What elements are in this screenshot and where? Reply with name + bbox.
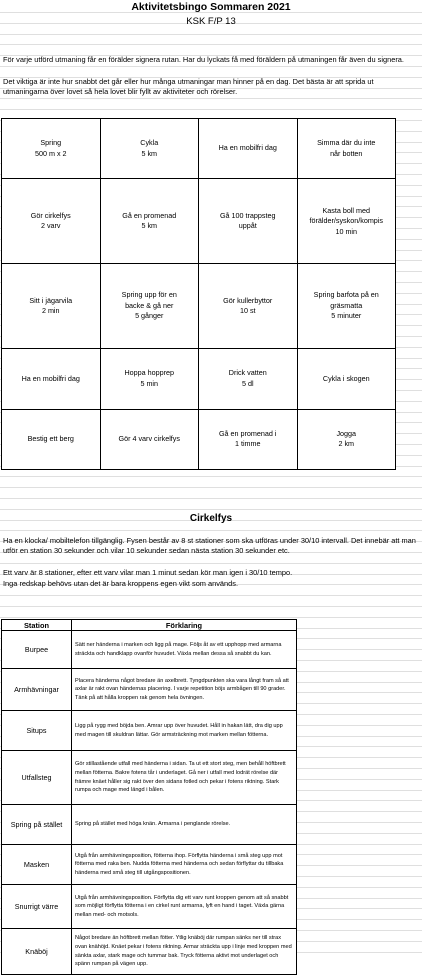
gridline bbox=[0, 34, 422, 35]
gridline bbox=[0, 595, 422, 596]
bingo-cell: Ha en mobilfri dag bbox=[199, 119, 298, 179]
bingo-cell: Bestig ett berg bbox=[2, 409, 101, 469]
bingo-cell: Gör 4 varv cirkelfys bbox=[100, 409, 199, 469]
exercise-row bbox=[2, 631, 297, 669]
bingo-cell: Simma där du inte når botten bbox=[297, 119, 396, 179]
station-name: Burpee bbox=[2, 631, 72, 669]
station-description: Placera händerna något bredare än axelbrett. Tyngdpunkten ska vara långt fram så att axlar är rakt ovan händernas placering. I varje repetition böjs armbågen till 90 grader. Tänk på att hålla kroppen rak genom hela övningen. bbox=[72, 669, 297, 711]
exercise-row bbox=[2, 805, 297, 845]
exercise-table bbox=[1, 619, 297, 975]
station-description: Utgå från armhävningsposition, fötterna ihop. Förflytta händerna i små steg upp mot fötterna med raka ben. Nudda fötterna med händerna och sedan förflyttar du tillbaka händerna med små steg till utgångspositionen. bbox=[72, 845, 297, 885]
station-name: Snurrigt värre bbox=[2, 885, 72, 929]
station-description: Något bredare än höftbrett mellan fötter. Ytlig knäböj där rumpan sänks ner till strax ovan knähöjd. Knäet pekar i fotens riktning. Armar sträckta upp i linje med kroppen med sänkta axlar, stark mage och tummar bak. Tryck fötterna aktivt mot underlaget och spänn rumpan på vägen upp. bbox=[72, 929, 297, 975]
gridline bbox=[0, 509, 422, 510]
station-description: Spring på stället med höga knän. Armarna i penglande rörelse. bbox=[72, 805, 297, 845]
station-name: Knäböj bbox=[2, 929, 72, 975]
exercise-row bbox=[2, 929, 297, 975]
bingo-cell: Kasta boll med förälder/syskon/kompis 10 min bbox=[297, 179, 396, 264]
cirkelfys-paragraph-1: Ha en klocka/ mobiltelefon tillgänglig. Fysen består av 8 st stationer som ska utföras under 30/10 intervall. Det innebär att man utför en station 30 sekunder och vilar 10 sekunder sedan nästa station 30 sekunder etc. bbox=[3, 536, 416, 556]
page-title: Aktivitetsbingo Sommaren 2021 bbox=[131, 1, 291, 13]
exercise-row bbox=[2, 751, 297, 805]
bingo-cell: Spring upp för en backe & gå ner 5 gånger bbox=[100, 264, 199, 349]
station-column-header: Station bbox=[2, 620, 72, 631]
bingo-cell: Jogga 2 km bbox=[297, 409, 396, 469]
exercise-row bbox=[2, 711, 297, 751]
gridline bbox=[0, 606, 422, 607]
gridline bbox=[0, 476, 422, 477]
bingo-cell: Spring barfota på en gräsmatta 5 minuter bbox=[297, 264, 396, 349]
bingo-cell: Gå en promenad 5 km bbox=[100, 179, 199, 264]
station-description: Utgå från armhävningsposition. Förflytta dig ett varv runt kroppen genom att så snabbt som möjligt förflytta fötterna i en cirkel runt armarna, lyft en hand i taget. Växla gärna mellan med- och motsols. bbox=[72, 885, 297, 929]
bingo-row bbox=[2, 409, 396, 469]
bingo-row bbox=[2, 119, 396, 179]
cirkelfys-heading: Cirkelfys bbox=[189, 513, 233, 524]
bingo-cell: Cykla i skogen bbox=[297, 349, 396, 409]
bingo-cell: Spring 500 m x 2 bbox=[2, 119, 101, 179]
gridline bbox=[0, 109, 422, 110]
bingo-cell: Ha en mobilfri dag bbox=[2, 349, 101, 409]
gridline bbox=[0, 530, 422, 531]
bingo-cell: Gör kullerbyttor 10 st bbox=[199, 264, 298, 349]
bingo-row bbox=[2, 264, 396, 349]
station-name: Spring på stället bbox=[2, 805, 72, 845]
exercise-header-row bbox=[2, 620, 297, 631]
gridline bbox=[0, 617, 422, 618]
cirkelfys-paragraph-2: Ett varv är 8 stationer, efter ett varv vilar man 1 minut sedan kör man igen i 30/10 tempo. bbox=[3, 568, 293, 577]
gridline bbox=[0, 563, 422, 564]
bingo-cell: Sitt i jägarvila 2 min bbox=[2, 264, 101, 349]
intro-paragraph-2: Det viktiga är inte hur snabbt det går eller hur många utmaningar man hinner på en dag. Det bästa är att sprida ut utmaningarna över lovet så hela lovet blir fyllt av aktiviteter och rörelser. bbox=[3, 77, 374, 97]
gridline bbox=[0, 44, 422, 45]
exercise-row bbox=[2, 669, 297, 711]
station-description: Sätt ner händerna i marken och ligg på mage. Följs åt av ett upphopp med armarna sträckta och handklapp ovanför huvudet. Växla mellan dessa så snabbt du kan. bbox=[72, 631, 297, 669]
station-name: Armhävningar bbox=[2, 669, 72, 711]
station-name: Situps bbox=[2, 711, 72, 751]
station-name: Utfallsteg bbox=[2, 751, 72, 805]
bingo-row bbox=[2, 179, 396, 264]
bingo-cell: Gör cirkelfys 2 varv bbox=[2, 179, 101, 264]
cirkelfys-paragraph-3: Inga redskap behövs utan det är bara kroppens egen vikt som används. bbox=[3, 579, 239, 588]
exercise-row bbox=[2, 845, 297, 885]
forklaring-column-header: Förklaring bbox=[72, 620, 297, 631]
bingo-cell: Drick vatten 5 dl bbox=[199, 349, 298, 409]
exercise-row bbox=[2, 885, 297, 929]
intro-paragraph-1: För varje utförd utmaning får en förälder signera rutan. Har du lyckats få med föräldern på utmaningen får även du signera. bbox=[3, 55, 404, 64]
bingo-cell: Hoppa hopprep 5 min bbox=[100, 349, 199, 409]
gridline bbox=[0, 98, 422, 99]
bingo-grid bbox=[1, 118, 396, 470]
station-name: Masken bbox=[2, 845, 72, 885]
station-description: Gör stillastående utfall med händerna i sidan. Ta ut ett stort steg, men behåll höftbrett mellan fötterna. Bakre fotens tår i underlaget. Gå ner i utfall med lodrät rörelse där främre knäet håller sig rakt över den sidans fotled och pekar i fotens riktning. Stark rumpa och mage med längd i bålen. bbox=[72, 751, 297, 805]
bingo-cell: Gå en promenad i 1 timme bbox=[199, 409, 298, 469]
bingo-cell: Cykla 5 km bbox=[100, 119, 199, 179]
gridline bbox=[0, 66, 422, 67]
gridline bbox=[0, 498, 422, 499]
page-subtitle: KSK F/P 13 bbox=[186, 16, 236, 27]
bingo-row bbox=[2, 349, 396, 409]
bingo-cell: Gå 100 trappsteg uppåt bbox=[199, 179, 298, 264]
station-description: Ligg på rygg med böjda ben. Amrar upp över huvudet. Håll in hakan lätt, dra dig upp med magen till skuldran lättar. Gör armsträckning mot marken mellan fötterna. bbox=[72, 711, 297, 751]
gridline bbox=[0, 487, 422, 488]
